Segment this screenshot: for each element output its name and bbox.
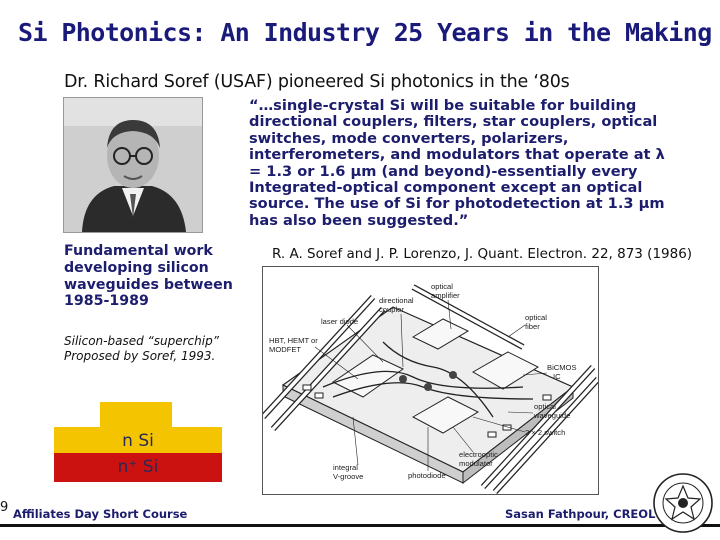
label-vgroove: V-groove: [333, 472, 364, 481]
page-number: 9: [0, 500, 9, 515]
label-optical-amplifier: optical: [431, 282, 453, 291]
quote-line: source. The use of Si for photodetection at 1.3 μm: [249, 195, 665, 213]
fundamental-line: Fundamental work: [64, 243, 213, 259]
portrait-photo: [63, 97, 203, 233]
superchip-diagram: [262, 266, 599, 495]
quote-line: switches, mode converters, polarizers,: [249, 129, 569, 147]
label-optical-amplifier: amplifier: [431, 291, 460, 300]
label-optical-waveguide: waveguide: [534, 411, 571, 420]
label-bicmos: IC: [553, 372, 561, 381]
university-seal-icon: [652, 472, 714, 534]
label-optical-fiber: optical: [525, 313, 547, 322]
label-vgroove: integral: [333, 463, 358, 472]
superchip-line: Silicon-based “superchip”: [64, 334, 219, 348]
n-plus-si-label: n⁺ Si: [117, 457, 159, 477]
slide-subtitle: Dr. Richard Soref (USAF) pioneered Si photonics in the ‘80s: [64, 72, 570, 92]
footer-presenter: Sasan Fathpour, CREOL: [505, 507, 656, 521]
footer-divider: [0, 524, 720, 527]
waveguide-rib: [100, 402, 172, 427]
label-bicmos: BiCMOS: [547, 363, 577, 372]
fundamental-work-text: [64, 243, 244, 310]
superchip-drawing: [263, 267, 598, 494]
label-directional-coupler: directional: [379, 296, 414, 305]
footer-course-title: Affiliates Day Short Course: [13, 507, 188, 521]
label-hbt: HBT, HEMT or: [269, 336, 318, 345]
label-directional-coupler: coupler: [379, 305, 404, 314]
superchip-line: Proposed by Soref, 1993.: [64, 348, 216, 363]
label-modulator: electrooptic: [459, 450, 498, 459]
quote-line: = 1.3 or 1.6 μm (and beyond)-essentially every: [249, 162, 638, 180]
label-switch: 2 × 2 switch: [525, 428, 566, 437]
label-optical-fiber: fiber: [525, 322, 540, 331]
quote-line: has also been suggested.”: [249, 211, 469, 229]
quote-line: Integrated-optical component except an optical: [249, 179, 643, 197]
n-si-label: n Si: [122, 431, 154, 451]
quote-line: “…single-crystal Si will be suitable for building: [249, 97, 637, 114]
quote-line: directional couplers, filters, star couplers, optical: [249, 113, 658, 131]
rib-waveguide-diagram: [54, 402, 222, 482]
soref-quote: [249, 98, 674, 229]
portrait-image: [64, 98, 202, 232]
label-modulator: modulator: [459, 459, 493, 468]
fundamental-line: developing silicon: [64, 259, 209, 276]
label-optical-waveguide: optical: [534, 402, 556, 411]
superchip-caption: [64, 334, 264, 363]
slide-title: Si Photonics: An Industry 25 Years in the Making: [18, 18, 712, 47]
fundamental-line: waveguides between: [64, 276, 233, 293]
label-laser-diode: laser diode: [321, 317, 359, 326]
seal-image: [652, 472, 714, 534]
quote-line: interferometers, and modulators that operate at λ: [249, 146, 665, 164]
fundamental-line: 1985-1989: [64, 293, 149, 310]
label-photodiode: photodiode: [408, 471, 446, 480]
label-hbt: MODFET: [269, 345, 302, 354]
citation: R. A. Soref and J. P. Lorenzo, J. Quant. Electron. 22, 873 (1986): [272, 246, 693, 262]
